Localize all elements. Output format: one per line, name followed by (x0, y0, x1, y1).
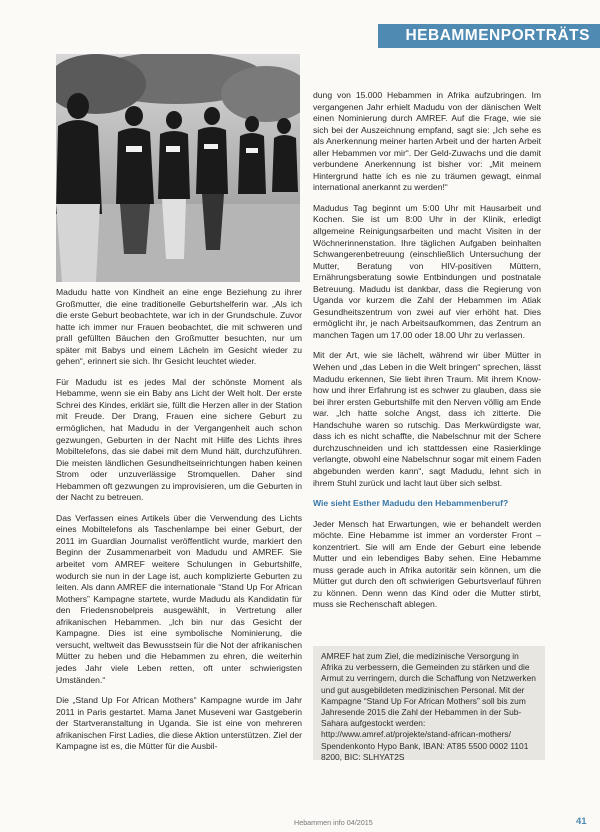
left-text-column (56, 287, 302, 762)
donation-account: Spendenkonto Hypo Bank, IBAN: AT85 5500 0002 1101 8200, BIC: SLHYAT2S (321, 740, 529, 762)
paragraph: Mit der Art, wie sie lächelt, während wir über Mütter in Wehen und „das Leben in die Welt bringen“ sprechen, lässt Madudu erkennen, Sie liebt ihren Traum. Mit ihrem Know-how und ihrer Erfahrung ist es schwer zu glauben, dass sie bei ihrer ersten Geburtshilfe mit den Nerven völlig am Ende war. „Ich hatte solche Angst, dass ich zitterte. Die Handschuhe waren so rutschig. Das Merkwürdigste war, dass ich es nicht schaffte, die Nabelschnur mit der Schere durchzuschneiden und ich stattdessen eine Rasierklinge verlangte, obwohl eine Nabelschnur sogar mit einem Faden abgebunden werden kann“, sagt Madudu, lehnt sich in ihrem Stuhl zurück und lacht laut über sich selbst. (313, 350, 541, 488)
info-box-text: AMREF hat zum Ziel, die medizinische Versorgung in Afrika zu verbessern, die Gemeinden zu stärken und die Armut zu verringern, durch die Schaffung von Netzwerken und gut ausgebildeten medizinischen Personal. Mit der Kampagne “Stand Up For African Mothers” soll bis zum Jahresende 2015 die Zahl der Hebammen in der Sub-Sahara aufgestockt werden: (321, 651, 536, 729)
paragraph: Madudus Tag beginnt um 5:00 Uhr mit Hausarbeit und Kochen. Sie ist um 8:00 Uhr in der Klinik, erledigt allgemeine Reinigungsarbeiten und macht Visiten in der Wöchnerinnenstation. Ihre täglichen Aufgaben beinhalten Schwangerenbetreuung (einschließlich Untersuchung der Mutter, Beratung von HIV-positiven Müttern, Ernährungsberatung sowie Entbindungen und postnatale Betreuung. Madudu ist dankbar, dass die Regierung von Uganda vor kurzem die Zahl der Hebammen im Atiak Gesundheitszentrum von zwei auf vier erhöht hat. Dies ermöglicht ihr, je nach Arbeitsaufkommen, das Zentrum an manchen Tagen um 17.00 oder 18.00 Uhr zu verlassen. (313, 202, 541, 340)
page-footer (0, 816, 600, 832)
info-box-link[interactable]: http://www.amref.at/projekte/stand-african-mothers/ (321, 729, 511, 740)
section-subheading: Wie sieht Esther Madudu den Hebammenberuf? (313, 498, 509, 509)
page-number: 41 (576, 816, 587, 827)
paragraph: Die „Stand Up For African Mothers“ Kampagne wurde im Jahr 2011 in Paris gestartet. Mama Janet Museveni war Gastgeberin der Startveranstaltung in Uganda. Sie ist eine von mehreren afrikanischen First Ladies, die diese Aktion unterstützen. Ziel der Kampagne ist es, die Mütter für die Ausbil- (56, 695, 302, 752)
paragraph: Jeder Mensch hat Erwartungen, wie er behandelt werden möchte. Eine Hebamme ist immer an vorderster Front – konzentriert. Sie will am Ende der Geburt eine lebende Mutter und ein lebendiges Baby sehen. Eine Hebamme muss gerade auch in Afrika autoritär sein können, um die Mütter gut durch den oft schwierigen Geburtsverlauf führen zu können. Denn wenn das Kind oder die Mutter stirbt, muss sie Rechenschaft ablegen. (313, 518, 541, 610)
midwives-march-photo (56, 54, 300, 282)
section-title: HEBAMMENPORTRÄTS (405, 27, 590, 44)
paragraph: Madudu hatte von Kindheit an eine enge Beziehung zu ihrer Großmutter, die eine traditionelle Geburtshelferin war. „Als ich die erste Geburt beobachtete, war ich in der Grundschule. Zuvor hatte ich immer nur Frauen beobachtet, die mit schweren und prall gefüllten Bäuchen den Großmutter besuchten, nur um später mit Babys und einem Lächeln im Gesicht wieder zu gehen“, erinnert sie sich. Ihr Gesicht leuchtet wieder. (56, 287, 302, 367)
magazine-issue: Hebammen info 04/2015 (294, 818, 373, 827)
amref-info-box (313, 646, 545, 760)
right-text-column (313, 90, 541, 620)
paragraph: Das Verfassen eines Artikels über die Verwendung des Lichts eines Mobiltelefons als Taschenlampe bei einer Geburt, der 2011 im Guardian Journalist veröffentlicht wurde, markiert den Beginn der Zusammenarbeit von Madudu und AMREF. Sie arbeitet vom AMREF weitere Schulungen in Geburtshilfe, wodurch sie nun in der Lage ist, auch komplizierte Geburten zu leiten. Als dann AMREF die internationale “Stand Up For African Mothers” Kampagne startete, wurde Madudu als Kandidatin für den Friedensnobelpreis ausgewählt, in Vertretung aller afrikanischen Hebammen. „Ich bin nur das Gesicht der Kampagne. Dies ist eine symbolische Nominierung, die versucht, weltweit das Bewusstsein für die Not der afrikanischen Mütter zu heben und die Hebammen zu ehren, die weiterhin jedes Jahr viele Leben retten, oft unter schwierigsten Umständen.“ (56, 512, 302, 685)
paragraph: Für Madudu ist es jedes Mal der schönste Moment als Hebamme, wenn sie ein Baby ans Licht der Welt holt. Der erste Schrei des Kindes, erklärt sie, füllt die Herzen aller in der Station mit Freude. Der Drang, Frauen eine sichere Geburt zu ermöglichen, hat Madudu in der Vergangenheit auch schon gezwungen, Geburten in der Nacht mit Hilfe des Lichts ihres Mobiltelefons, das sie dabei mit dem Mund hält, durchzuführen. Die meisten ländlichen Gesundheitseinrichtungen haben keinen Strom oder unzuverlässige Stromquellen. Daher sind Hebammen oft gezwungen zu improvisieren, um die Geburten in der Nacht zu betreuen. (56, 376, 302, 503)
section-banner (378, 24, 600, 48)
paragraph: dung von 15.000 Hebammen in Afrika aufzubringen. Im vergangenen Jahr erhielt Madudu von der dänischen Welt einen Nominierung durch AMREF. Auf die Frage, wie sie sich bei der Auszeichnung empfand, sagt sie: „Ich sehe es als Anerkennung meiner harten Arbeit und der harten Arbeit aller Hebammen vor mir“. Der Geld-Zuwachs und die damit verbundene Anerkennung ist bisher vor: „Mit meinem Hintergrund hatte ich es nie zu träumen gewagt, einmal international anerkannt zu werden!“ (313, 90, 541, 193)
article-photo (56, 54, 300, 282)
